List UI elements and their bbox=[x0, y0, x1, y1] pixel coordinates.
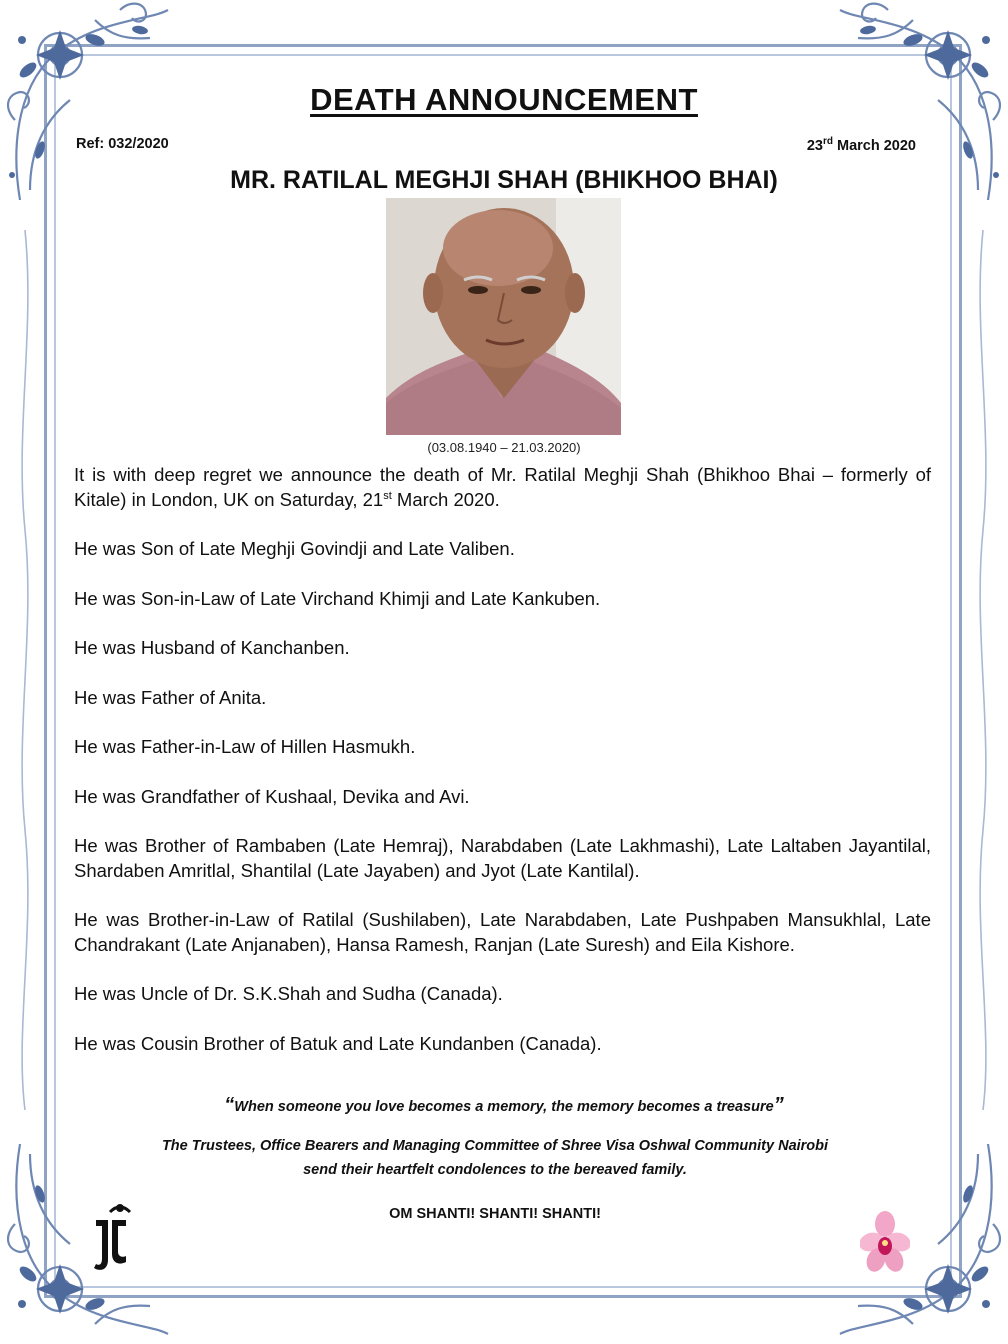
relation-paragraph: He was Son-in-Law of Late Virchand Khimji and Late Kankuben. bbox=[74, 587, 601, 609]
om-shanti-text: OM SHANTI! SHANTI! SHANTI! bbox=[389, 1206, 601, 1222]
memorial-quote: “When someone you love becomes a memory, the memory becomes a treasure” bbox=[224, 1094, 784, 1116]
relation-paragraph: He was Husband of Kanchanben. bbox=[74, 637, 350, 658]
announcement-body bbox=[74, 463, 931, 1081]
side-vine-left-icon bbox=[10, 230, 40, 1110]
orchid-icon bbox=[860, 1210, 910, 1276]
relation-paragraph: He was Uncle of Dr. S.K.Shah and Sudha (Canada). bbox=[74, 983, 503, 1004]
portrait-photo bbox=[386, 198, 621, 435]
jain-symbol-icon bbox=[90, 1200, 134, 1276]
condolence-message bbox=[0, 1134, 990, 1182]
condolence-line-2: send their heartfelt condolences to the bereaved family. bbox=[303, 1162, 687, 1178]
reference-number: Ref: 032/2020 bbox=[76, 136, 169, 152]
relation-paragraph: He was Grandfather of Kushaal, Devika and Avi. bbox=[74, 785, 470, 807]
page-title: DEATH ANNOUNCEMENT bbox=[310, 82, 698, 117]
relation-paragraph: He was Son of Late Meghji Govindji and Late Valiben. bbox=[74, 538, 515, 559]
relation-paragraph: He was Brother-in-Law of Ratilal (Sushilaben), Late Narabdaben, Late Pushpaben Mansukhlal, Late Chandrakant (Late Anjanaben), Hansa Ramesh, Ranjan (Late Suresh) and Eila Kishore. bbox=[74, 909, 931, 955]
life-dates: (03.08.1940 – 21.03.2020) bbox=[427, 440, 581, 455]
relation-paragraph: He was Cousin Brother of Batuk and Late Kundanben (Canada). bbox=[74, 1032, 602, 1054]
side-vine-right-icon bbox=[968, 230, 998, 1110]
condolence-line-1: The Trustees, Office Bearers and Managing Committee of Shree Visa Oshwal Community Nairobi bbox=[161, 1138, 829, 1154]
relation-paragraph: He was Father of Anita. bbox=[74, 686, 267, 708]
relation-paragraph: He was Brother of Rambaben (Late Hemraj), Narabdaben (Late Lakhmashi), Late Laltaben Jayantilal, Shardaben Amritlal, Shantilal (Late Jayaben) and Jyot (Late Kantilal). bbox=[74, 835, 931, 881]
intro-paragraph: It is with deep regret we announce the death of Mr. Ratilal Meghji Shah (Bhikhoo Bhai – formerly of Kitale) in London, UK on Saturday, 21st March 2020. bbox=[74, 464, 931, 510]
relation-paragraph: He was Father-in-Law of Hillen Hasmukh. bbox=[74, 736, 416, 757]
announcement-date: 23rd March 2020 bbox=[806, 136, 916, 154]
deceased-name: MR. RATILAL MEGHJI SHAH (BHIKHOO BHAI) bbox=[230, 166, 778, 194]
